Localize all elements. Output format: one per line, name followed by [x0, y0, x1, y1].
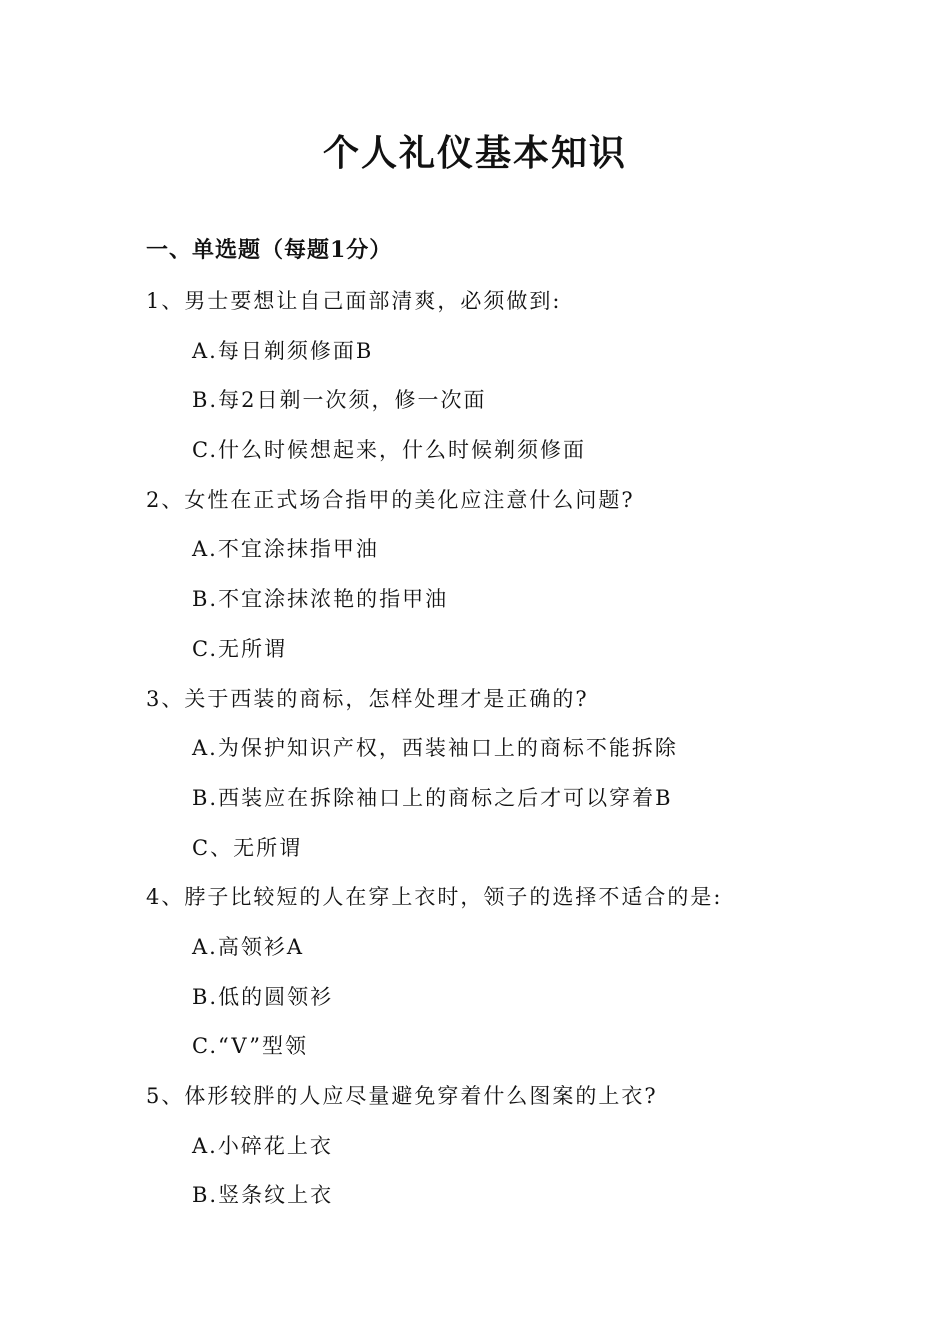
section-heading: 一、单选题（每题1分） [146, 237, 393, 263]
question-4: 4、脖子比较短的人在穿上衣时，领子的选择不适合的是: [146, 885, 723, 910]
question-2: 2、女性在正式场合指甲的美化应注意什么问题? [146, 487, 635, 512]
question-4-option-b: B.低的圆领衫 [192, 984, 334, 1009]
question-2-option-c: C.无所谓 [192, 636, 287, 661]
question-1-option-a: A.每日剃须修面B [192, 338, 374, 363]
question-5-option-a: A.小碎花上衣 [192, 1133, 333, 1158]
question-3-option-b: B.西装应在拆除袖口上的商标之后才可以穿着B [192, 785, 673, 810]
question-3-option-a: A.为保护知识产权，西装袖口上的商标不能拆除 [192, 736, 678, 761]
question-1-option-c: C.什么时候想起来，什么时候剃须修面 [192, 438, 586, 463]
question-1-option-b: B.每2日剃一次须，修一次面 [192, 388, 487, 413]
question-3-option-c: C、无所谓 [192, 835, 303, 860]
question-1: 1、男士要想让自己面部清爽，必须做到: [146, 289, 562, 313]
question-4-option-a: A.高领衫A [192, 934, 305, 959]
question-5-option-b: B.竖条纹上衣 [192, 1183, 334, 1208]
question-list [146, 283, 866, 1227]
question-3: 3、关于西装的商标，怎样处理才是正确的? [146, 686, 589, 711]
question-2-option-b: B.不宜涂抹浓艳的指甲油 [192, 587, 449, 612]
question-5: 5、体形较胖的人应尽量避免穿着什么图案的上衣? [146, 1084, 658, 1108]
document-title: 个人礼仪基本知识 [322, 132, 627, 174]
question-4-option-c: C.“V”型领 [192, 1034, 308, 1059]
question-2-option-a: A.不宜涂抹指甲油 [192, 537, 379, 562]
